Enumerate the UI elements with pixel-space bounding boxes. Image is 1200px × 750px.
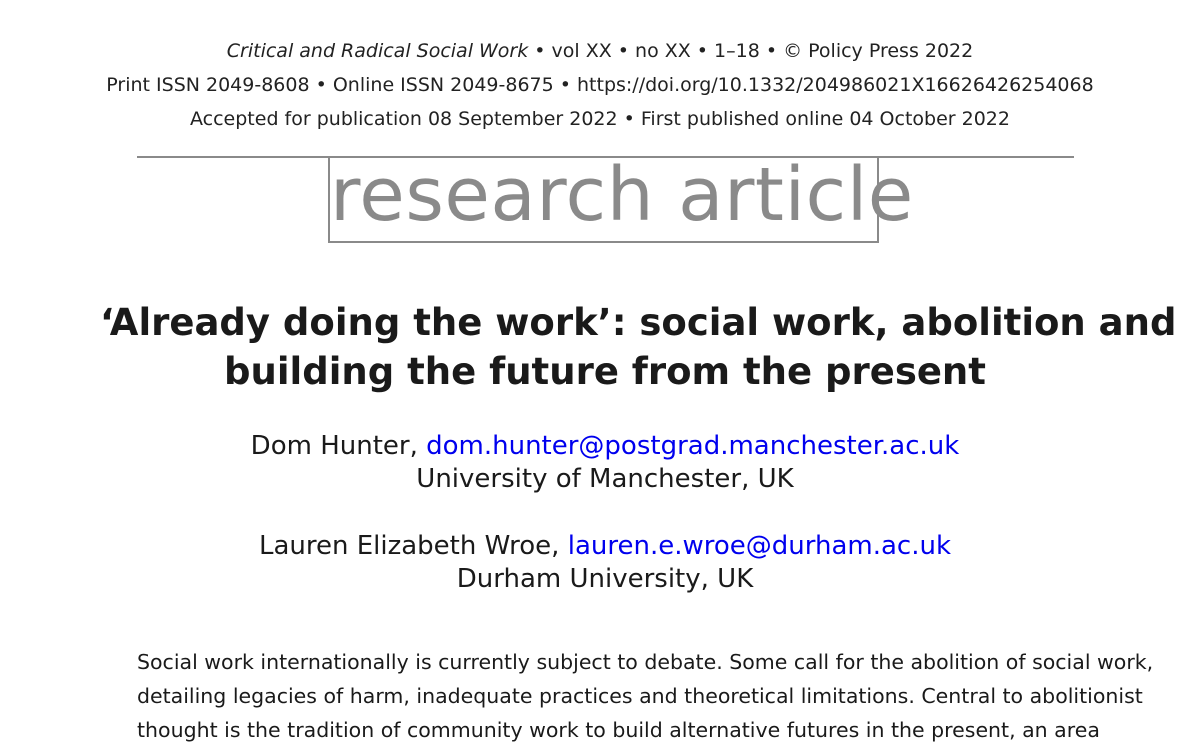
journal-header: [0, 34, 1200, 136]
article-type-box: [328, 152, 914, 243]
journal-name: Critical and Radical Social Work: [226, 40, 529, 62]
article-title: [100, 298, 1177, 396]
journal-citation-line: [0, 34, 1200, 68]
issue-info: • vol XX • no XX • 1–18 • © Policy Press 2022: [528, 40, 974, 62]
author-block-2: [0, 530, 1200, 596]
abstract-line-2: detailing legacies of harm, inadequate practices and theoretical limitations. Central to abolitionist: [137, 684, 1143, 708]
author-email-link[interactable]: lauren.e.wroe@durham.ac.uk: [567, 531, 952, 561]
author-name: Dom Hunter,: [250, 431, 427, 461]
abstract-line-3: thought is the tradition of community work to build alternative futures in the present, an area: [137, 718, 1100, 742]
author-email-link[interactable]: dom.hunter@postgrad.manchester.ac.uk: [426, 431, 960, 461]
abstract-line-1: Social work internationally is currently subject to debate. Some call for the abolition of social work,: [137, 650, 1154, 674]
publication-dates-line: Accepted for publication 08 September 2022 • First published online 04 October 2022: [190, 108, 1010, 130]
article-type-label: research article: [330, 152, 914, 238]
article-title-line-2: building the future from the present: [224, 350, 986, 393]
author-affiliation: University of Manchester, UK: [416, 464, 794, 494]
author-block-1: [0, 430, 1200, 496]
abstract: [137, 645, 1154, 747]
author-affiliation: Durham University, UK: [456, 564, 754, 594]
author-name: Lauren Elizabeth Wroe,: [258, 531, 568, 561]
author-name-line: [0, 530, 1200, 563]
article-title-line-1: ‘Already doing the work’: social work, abolition and: [100, 301, 1177, 344]
author-name-line: [0, 430, 1200, 463]
issn-doi-line: Print ISSN 2049-8608 • Online ISSN 2049-8675 • https://doi.org/10.1332/204986021X16626426254068: [106, 74, 1094, 96]
